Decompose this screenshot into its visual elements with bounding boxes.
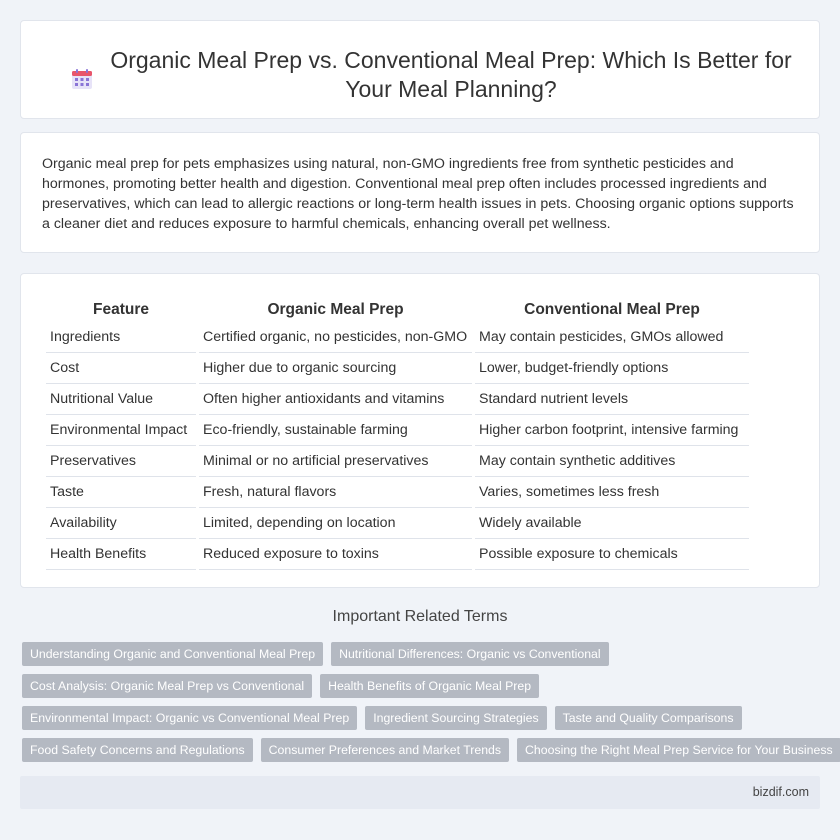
related-term-tag[interactable]: Understanding Organic and Conventional Meal Prep xyxy=(22,642,323,666)
table-cell: Lower, budget-friendly options xyxy=(475,353,749,384)
tag-row xyxy=(22,706,822,730)
table-row xyxy=(46,322,749,353)
table-cell: Standard nutrient levels xyxy=(475,384,749,415)
table-cell: Nutritional Value xyxy=(46,384,196,415)
related-term-tag[interactable]: Choosing the Right Meal Prep Service for Your Business xyxy=(517,738,840,762)
table-cell: Availability xyxy=(46,508,196,539)
table-cell: Eco-friendly, sustainable farming xyxy=(199,415,472,446)
comparison-table xyxy=(43,293,752,570)
tag-row xyxy=(22,642,822,666)
table-cell: Varies, sometimes less fresh xyxy=(475,477,749,508)
summary-text: Organic meal prep for pets emphasizes using natural, non-GMO ingredients free from synthetic pesticides and hormones, promoting better health and digestion. Conventional meal prep often includes processed ingredients and preservatives, which can lead to allergic reactions or long-term health issues in pets. Choosing organic options supports a cleaner diet and reduces exposure to harmful chemicals, enhancing overall pet wellness. xyxy=(42,156,794,232)
table-row xyxy=(46,353,749,384)
page-title: Organic Meal Prep vs. Conventional Meal Prep: Which Is Better for Your Meal Planning? xyxy=(110,47,792,102)
table-cell: Fresh, natural flavors xyxy=(199,477,472,508)
footer xyxy=(20,776,820,809)
table-cell: May contain pesticides, GMOs allowed xyxy=(475,322,749,353)
table-cell: Possible exposure to chemicals xyxy=(475,539,749,570)
comparison-table-card xyxy=(20,273,820,588)
table-cell: Environmental Impact xyxy=(46,415,196,446)
related-term-tag[interactable]: Food Safety Concerns and Regulations xyxy=(22,738,253,762)
related-term-tag[interactable]: Taste and Quality Comparisons xyxy=(555,706,742,730)
table-cell: Preservatives xyxy=(46,446,196,477)
table-cell: Limited, depending on location xyxy=(199,508,472,539)
table-header-row xyxy=(46,293,749,322)
table-cell: Ingredients xyxy=(46,322,196,353)
related-term-tag[interactable]: Environmental Impact: Organic vs Conventional Meal Prep xyxy=(22,706,357,730)
related-term-tag[interactable]: Consumer Preferences and Market Trends xyxy=(261,738,509,762)
column-header-conventional: Conventional Meal Prep xyxy=(524,301,700,318)
table-cell: Often higher antioxidants and vitamins xyxy=(199,384,472,415)
tag-row xyxy=(22,674,822,698)
table-cell: May contain synthetic additives xyxy=(475,446,749,477)
table-cell: Minimal or no artificial preservatives xyxy=(199,446,472,477)
table-cell: Reduced exposure to toxins xyxy=(199,539,472,570)
table-cell: Certified organic, no pesticides, non-GMO xyxy=(199,322,472,353)
summary-card xyxy=(20,132,820,253)
tag-row xyxy=(22,738,833,762)
table-row xyxy=(46,477,749,508)
table-cell: Higher carbon footprint, intensive farming xyxy=(475,415,749,446)
table-cell: Taste xyxy=(46,477,196,508)
footer-site-link[interactable]: bizdif.com xyxy=(752,785,809,799)
table-row xyxy=(46,539,749,570)
title-card xyxy=(20,20,820,119)
related-terms-tags xyxy=(22,642,833,770)
related-terms-heading: Important Related Terms xyxy=(332,608,508,625)
table-row xyxy=(46,446,749,477)
table-row xyxy=(46,384,749,415)
table-cell: Health Benefits xyxy=(46,539,196,570)
table-row xyxy=(46,415,749,446)
table-cell: Cost xyxy=(46,353,196,384)
column-header-feature: Feature xyxy=(93,301,149,318)
related-term-tag[interactable]: Cost Analysis: Organic Meal Prep vs Conventional xyxy=(22,674,312,698)
related-term-tag[interactable]: Ingredient Sourcing Strategies xyxy=(365,706,546,730)
table-cell: Higher due to organic sourcing xyxy=(199,353,472,384)
related-term-tag[interactable]: Health Benefits of Organic Meal Prep xyxy=(320,674,539,698)
related-term-tag[interactable]: Nutritional Differences: Organic vs Conventional xyxy=(331,642,609,666)
table-row xyxy=(46,508,749,539)
column-header-organic: Organic Meal Prep xyxy=(267,301,404,318)
table-cell: Widely available xyxy=(475,508,749,539)
